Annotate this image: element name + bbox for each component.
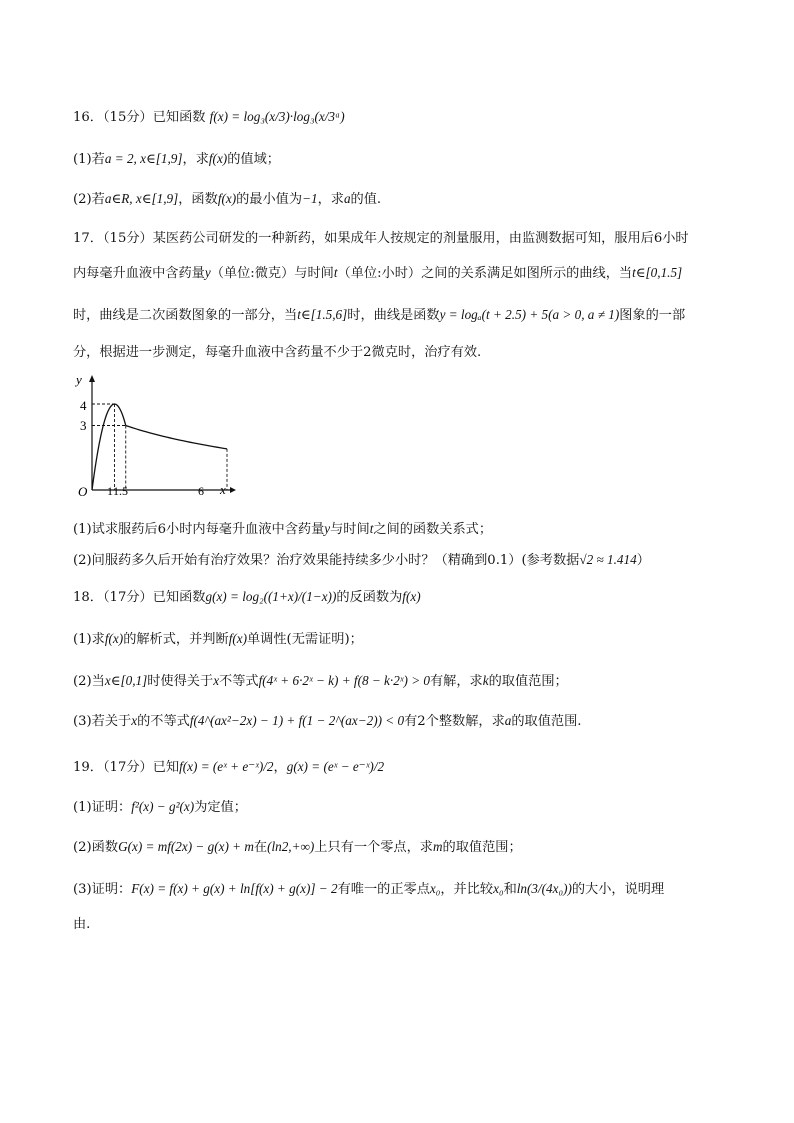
q16-stem xyxy=(73,108,345,127)
q16-p1-condition: a = 2, x∈[1,9] xyxy=(104,151,183,166)
x-tick-1.5: 1.5 xyxy=(113,484,128,498)
x-axis-arrow xyxy=(230,487,236,493)
q16-part2: (2)若a∈R, x∈[1,9]，函数f(x)的最小值为−1，求a的值. xyxy=(73,191,382,207)
q16-part1: (1)若a = 2, x∈[1,9]，求f(x)的值域； xyxy=(73,151,280,167)
curve-logarithmic xyxy=(126,426,227,449)
q17-part1: (1)试求服药后6小时内每毫升血液中含药量y与时间t之间的函数关系式； xyxy=(73,521,493,537)
q19-part3: (3)证明：F(x) = f(x) + g(x) + ln[f(x) + g(x)] − 2有唯一的正零点x₀，并比较x₀和ln(3/(4x₀))的大小，说明理 xyxy=(73,881,665,897)
origin-label: O xyxy=(78,484,88,499)
y-axis-arrow xyxy=(89,375,95,382)
q17-line3: 时，曲线是二次函数图象的一部分，当t∈[1.5,6]时，曲线是函数y = logₐ(t + 2.5) + 5(a > 0, a ≠ 1)图象的一部 xyxy=(73,307,686,323)
q18-function: g(x) = log₂((1+x)/(1−x)) xyxy=(205,589,337,604)
q17-line4: 分，根据进一步测定，每毫升血液中含药量不少于2微克时，治疗有效. xyxy=(73,345,482,360)
q18-part1: (1)求f(x)的解析式，并判断f(x)单调性(无需证明)； xyxy=(73,631,363,647)
q19-part2: (2)函数G(x) = mf(2x) − g(x) + m在(ln2,+∞)上只有一个零点，求m的取值范围； xyxy=(73,839,522,855)
curve-quadratic xyxy=(92,404,126,490)
q19-stem: 19．（17分）已知f(x) = (eˣ + e⁻ˣ)/2，g(x) = (eˣ − e⁻ˣ)/2 xyxy=(73,759,385,775)
x-tick-6: 6 xyxy=(198,484,204,498)
x-axis-label: x xyxy=(220,482,226,497)
x-tick-1: 1 xyxy=(107,484,113,498)
q17-part2: (2)问服药多久后开始有治疗效果？治疗效果能持续多少小时？（精确到0.1）(参考数据√2 ≈ 1.414） xyxy=(73,552,650,568)
q19-part1: (1)证明：f²(x) − g²(x)为定值； xyxy=(73,799,247,815)
q16-head: 16．（15分）已知函数 xyxy=(73,110,206,125)
y-axis-label: y xyxy=(76,372,82,387)
y-tick-4: 4 xyxy=(80,398,87,413)
q17-line1: 17．（15分）某医药公司研发的一种新药，如果成年人按规定的剂量服用，由监测数据可知，服用后6小时 xyxy=(73,231,689,246)
q16-p2-condition: a∈R, x∈[1,9] xyxy=(104,191,179,206)
q19-part3-cont: 由. xyxy=(73,917,91,932)
q18-part3: (3)若关于x的不等式f(4^(ax²−2x) − 1) + f(1 − 2^(ax−2)) < 0有2个整数解，求a的取值范围. xyxy=(73,713,582,729)
q18-stem: 18．（17分）已知函数g(x) = log₂((1+x)/(1−x))的反函数为f(x) xyxy=(73,589,421,605)
q18-part2: (2)当x∈[0,1]时使得关于x不等式f(4ˣ + 6·2ˣ − k) + f(8 − k·2ˣ) > 0有解，求k的取值范围； xyxy=(73,673,568,689)
q16-function: f(x) = log₃(x/3)·log₃(x/3ᵃ) xyxy=(209,109,345,124)
q17-line2: 内每毫升血液中含药量y（单位:微克）与时间t（单位:小时）之间的关系满足如图所示的曲线，当t∈[0,1.5] xyxy=(73,265,683,281)
y-tick-3: 3 xyxy=(80,418,87,433)
drug-concentration-graph xyxy=(70,370,240,500)
